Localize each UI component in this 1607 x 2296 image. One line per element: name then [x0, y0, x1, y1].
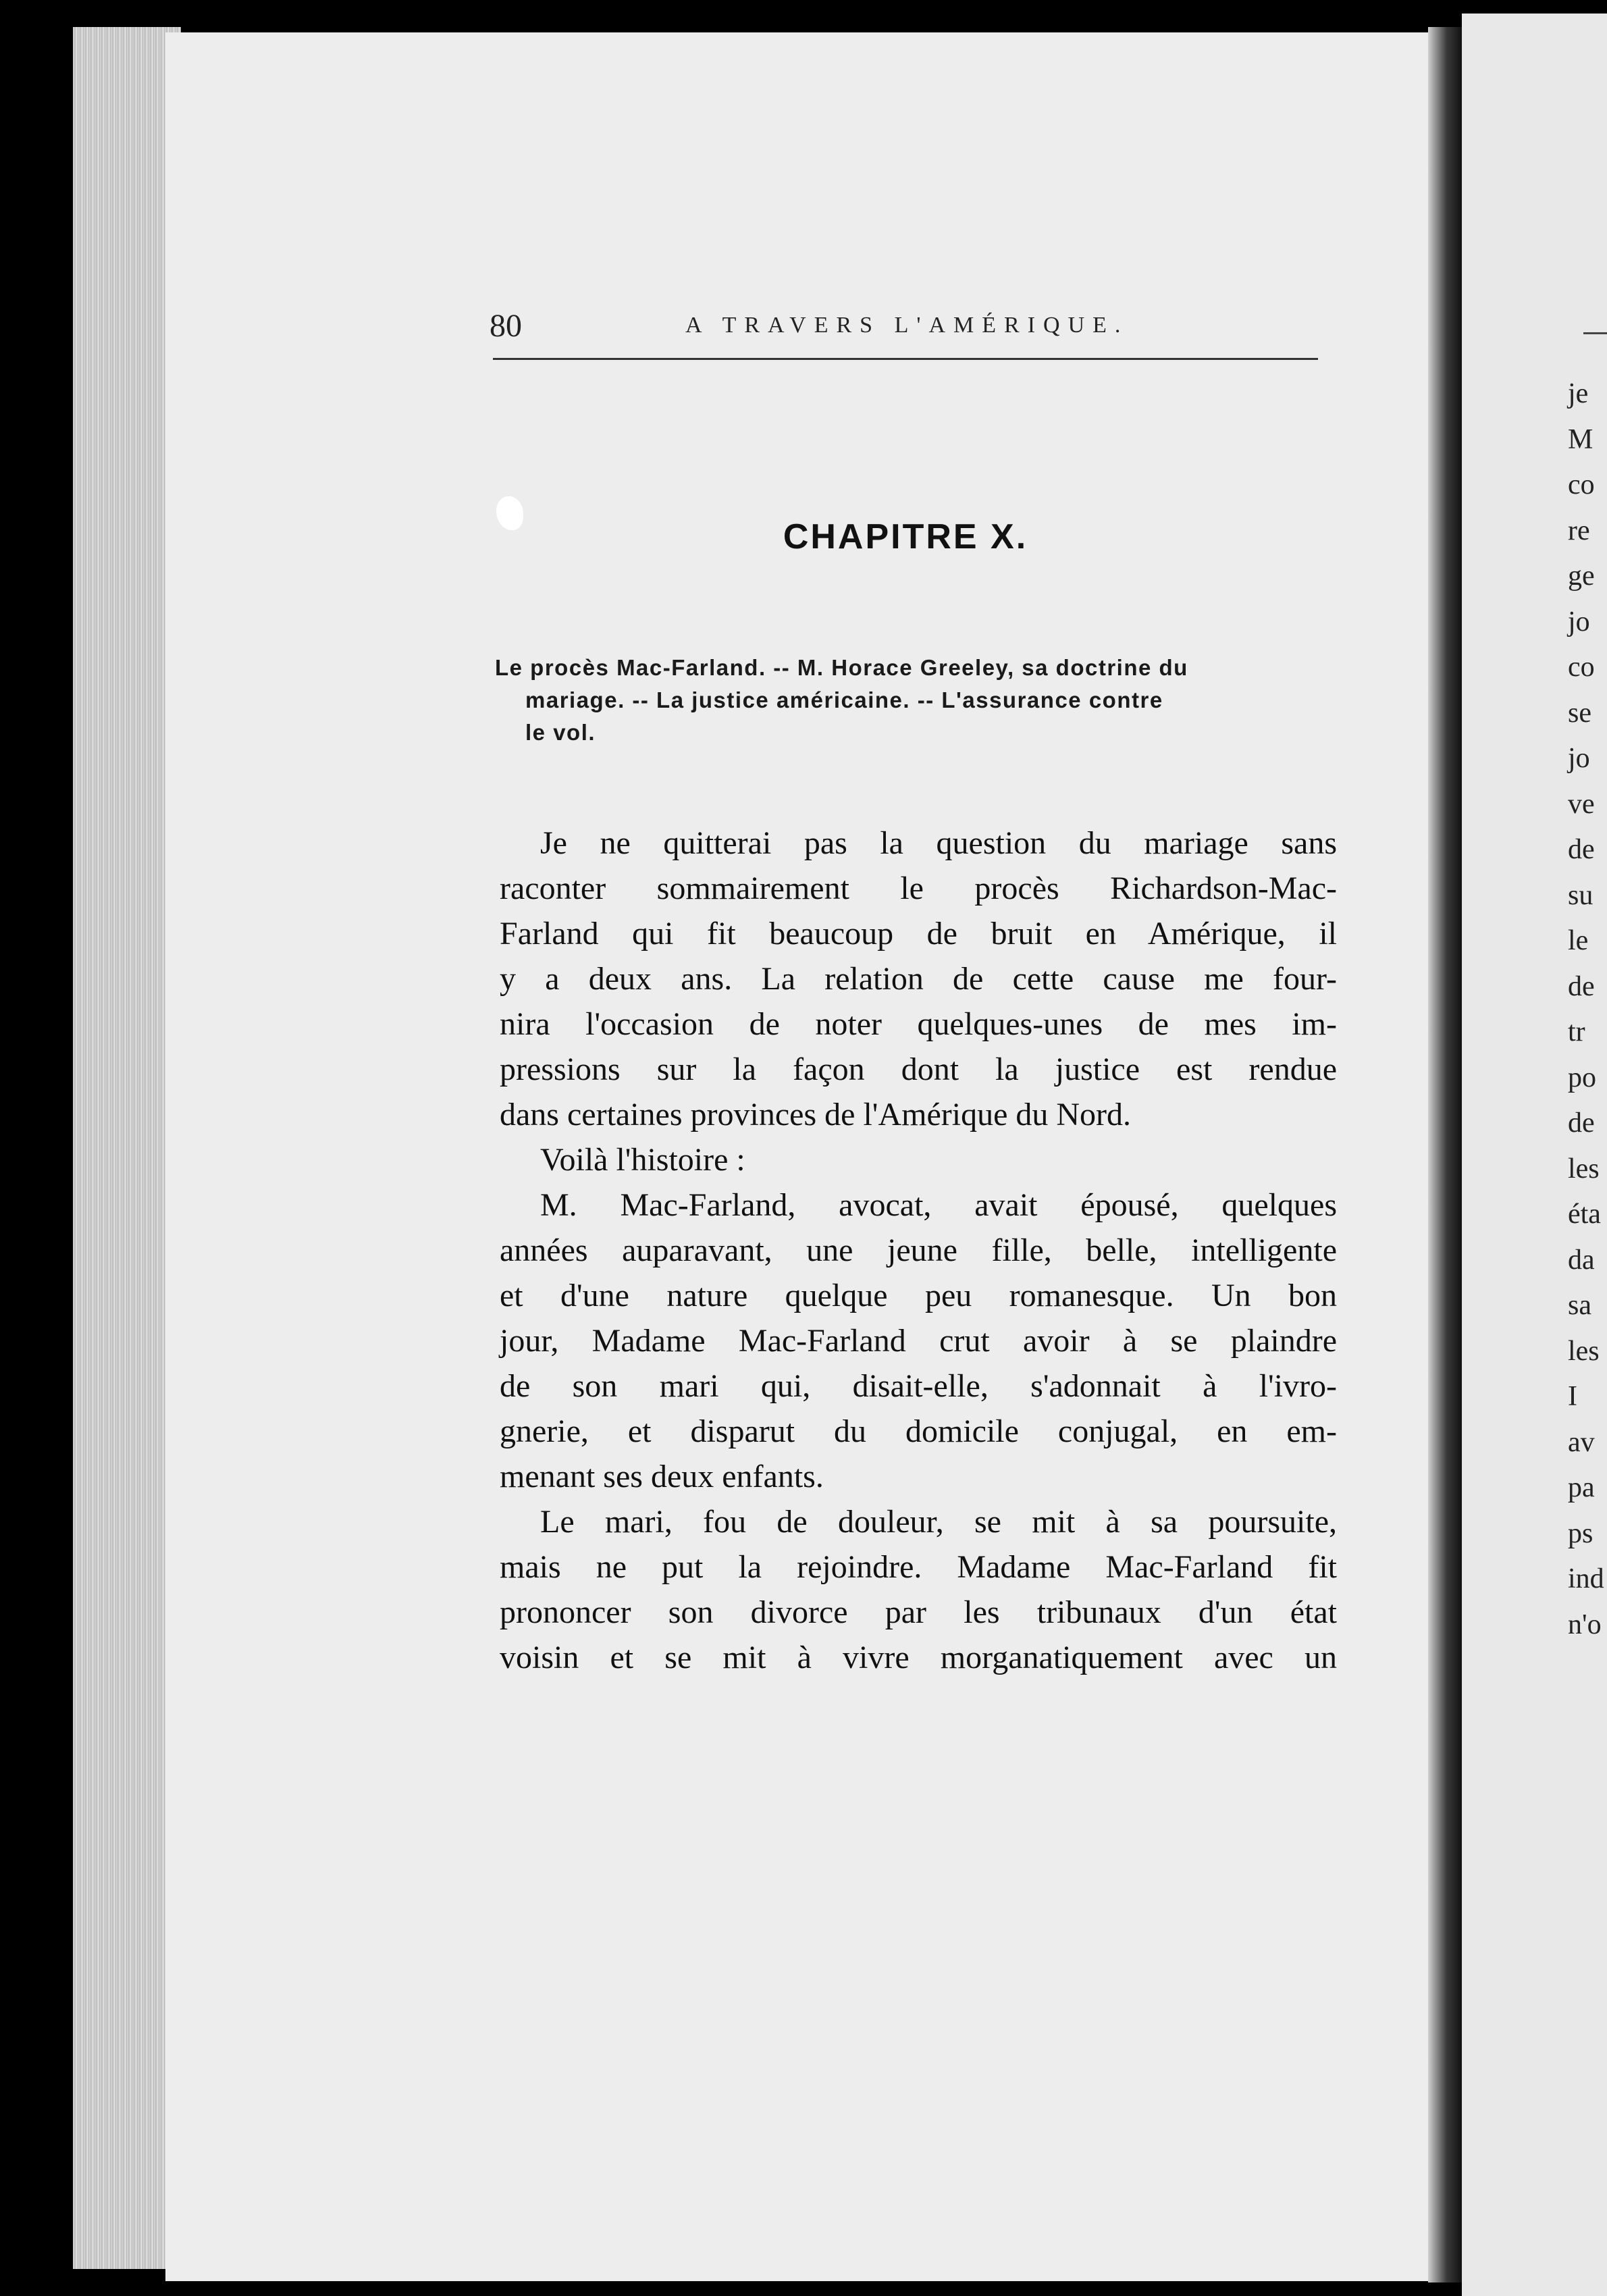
- facing-page-line: da: [1568, 1244, 1595, 1276]
- text-line: Voilà l'histoire :: [540, 1142, 745, 1178]
- facing-page-line: I: [1568, 1381, 1577, 1412]
- facing-page-line: jo: [1568, 743, 1590, 774]
- facing-page-line: n'o: [1568, 1609, 1602, 1640]
- text-line: y a deux ans. La relation de cette cause me four-: [500, 961, 1337, 997]
- facing-page-line: de: [1568, 834, 1595, 865]
- book-gutter: [1428, 27, 1462, 2282]
- facing-page-line: ve: [1568, 788, 1595, 820]
- facing-page-line: se: [1568, 697, 1591, 729]
- text-line: gnerie, et disparut du domicile conjugal, en em-: [500, 1413, 1337, 1449]
- facing-page-line: tr: [1568, 1016, 1585, 1047]
- facing-page-line: ps: [1568, 1517, 1593, 1549]
- text-line: menant ses deux enfants.: [500, 1459, 824, 1494]
- text-line: M. Mac-Farland, avocat, avait épousé, quelques: [540, 1187, 1337, 1223]
- text-line: mais ne put la rejoindre. Madame Mac-Farland fit: [500, 1549, 1337, 1585]
- text-line: nira l'occasion de noter quelques-unes de mes im-: [500, 1006, 1337, 1042]
- facing-page-line: les: [1568, 1153, 1600, 1184]
- running-head: [490, 307, 1317, 348]
- facing-page-line: éta: [1568, 1199, 1601, 1230]
- facing-page-line: jo: [1568, 606, 1590, 637]
- facing-page-line: sa: [1568, 1290, 1591, 1321]
- facing-page-line: pa: [1568, 1472, 1595, 1503]
- text-line: années auparavant, une jeune fille, belle, intelligente: [500, 1232, 1337, 1268]
- facing-page-rule: [1583, 332, 1607, 334]
- facing-page-line: co: [1568, 652, 1595, 683]
- text-line: de son mari qui, disait-elle, s'adonnait à l'ivro-: [500, 1368, 1337, 1404]
- chapter-title: CHAPITRE X.: [783, 517, 1028, 556]
- facing-page-line: re: [1568, 515, 1590, 546]
- facing-page-line: M: [1568, 423, 1593, 455]
- header-rule: [493, 358, 1318, 360]
- text-line: et d'une nature quelque peu romanesque. Un bon: [500, 1278, 1337, 1313]
- text-line: Je ne quitterai pas la question du mariage sans: [540, 825, 1337, 861]
- facing-page-text: [1568, 371, 1604, 1648]
- text-line: pressions sur la façon dont la justice est rendue: [500, 1051, 1337, 1087]
- facing-page-line: je: [1568, 378, 1589, 409]
- page-edges: [73, 27, 181, 2269]
- facing-page-line: ge: [1568, 560, 1595, 592]
- summary-line: mariage. -- La justice américaine. -- L'assurance contre: [525, 687, 1163, 712]
- facing-page-line: su: [1568, 879, 1593, 911]
- page-number: 80: [490, 308, 522, 344]
- text-line: voisin et se mit à vivre morganatiquement avec un: [500, 1640, 1337, 1675]
- facing-page-line: le: [1568, 925, 1589, 956]
- text-line: Farland qui fit beaucoup de bruit en Amérique, il: [500, 916, 1337, 951]
- running-title: A TRAVERS L'AMÉRIQUE.: [685, 313, 1129, 338]
- text-line: dans certaines provinces de l'Amérique du Nord.: [500, 1097, 1132, 1132]
- body-text: [500, 820, 1337, 1680]
- summary-line: le vol.: [525, 720, 596, 745]
- facing-page-line: ind: [1568, 1563, 1604, 1594]
- facing-page-line: de: [1568, 1107, 1595, 1139]
- facing-page-line: de: [1568, 970, 1595, 1002]
- facing-page-line: av: [1568, 1426, 1595, 1458]
- facing-page-line: co: [1568, 469, 1595, 500]
- text-line: prononcer son divorce par les tribunaux d'un état: [500, 1594, 1337, 1630]
- summary-line: Le procès Mac-Farland. -- M. Horace Greeley, sa doctrine du: [495, 655, 1188, 680]
- text-line: raconter sommairement le procès Richardson-Mac-: [500, 870, 1337, 906]
- chapter-summary: [495, 652, 1325, 749]
- text-line: jour, Madame Mac-Farland crut avoir à se plaindre: [500, 1323, 1337, 1359]
- facing-page-line: po: [1568, 1062, 1596, 1093]
- facing-page-line: les: [1568, 1335, 1600, 1367]
- text-line: Le mari, fou de douleur, se mit à sa poursuite,: [540, 1504, 1337, 1540]
